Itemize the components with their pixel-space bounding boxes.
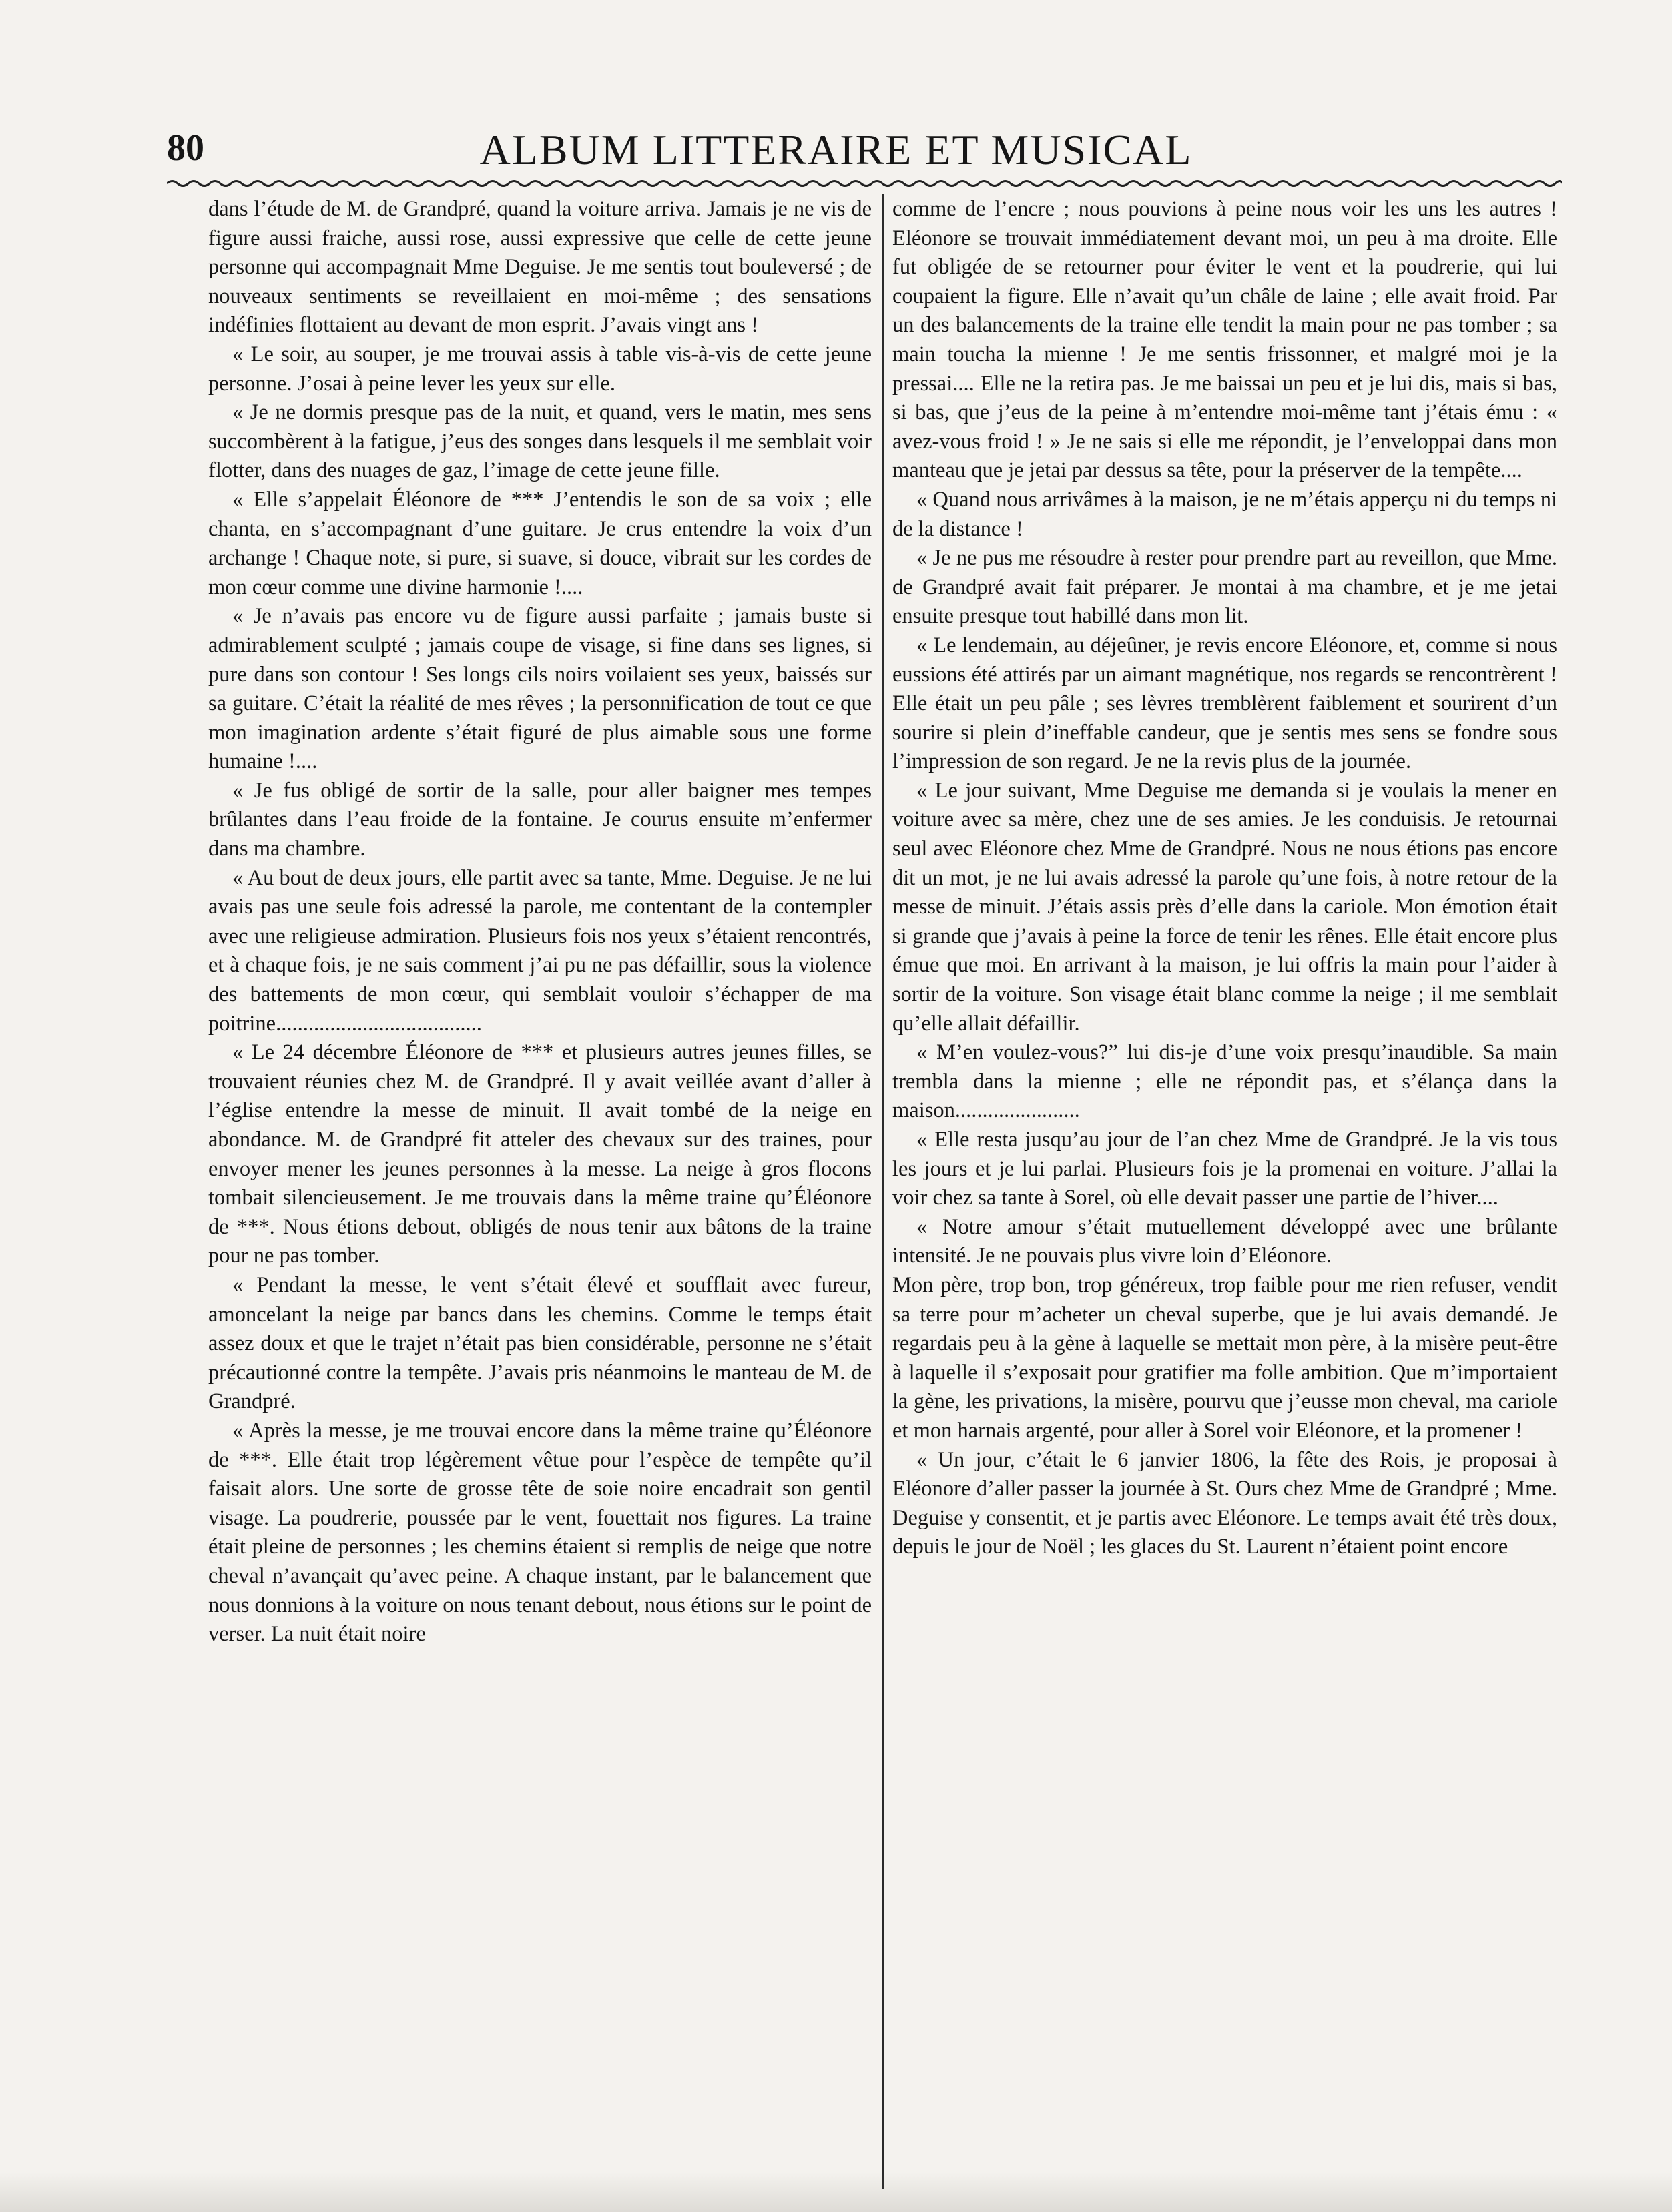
running-title: ALBUM LITTERAIRE ET MUSICAL bbox=[479, 126, 1193, 173]
page-number: 80 bbox=[167, 127, 204, 169]
paragraph: Mon père, trop bon, trop généreux, trop faible pour me rien refuser, vendit sa terre pour m’acheter un cheval superbe, que je lui avais demandé. Je regardais peu à la gène à laquelle se mettait mon père, à la misère peut-être à laquelle il s’exposait pour gratifier ma folle ambition. Que m’importaient la gène, les privations, la misère, pourvu que j’eusse mon cheval, ma cariole et mon harnais argenté, pour aller à Sorel voir Eléonore, et la promener ! bbox=[892, 1272, 1557, 1443]
page-edge-shadow bbox=[0, 2172, 1672, 2212]
paragraph: « Quand nous arrivâmes à la maison, je ne m’étais apperçu ni du temps ni de la distance ! bbox=[892, 487, 1557, 541]
paragraph: « Je n’avais pas encore vu de figure aussi parfaite ; jamais buste si admirablement sculpté ; jamais coupe de visage, si fine dans ses lignes, si pure dans son contour ! Ses longs cils noirs voilaient ses yeux, baissés sur sa guitare. C’était la réalité de mes rêves ; la personnification de tout ce que mon imagination ardente s’était figuré de plus aimable sous une forme humaine !.... bbox=[208, 604, 872, 774]
paragraph: « Un jour, c’était le 6 janvier 1806, la fête des Rois, je proposai à Eléonore d’aller passer la journée à St. Ours chez Mme de Grandpré ; Mme. Deguise y consentit, et je partis avec Eléonore. Le temps avait été très doux, depuis le jour de Noël ; les glaces du St. Laurent n’étaient point encore bbox=[892, 1447, 1557, 1559]
left-column bbox=[208, 195, 872, 2183]
paragraph: « Le lendemain, au déjeûner, je revis encore Eléonore, et, comme si nous eussions été attirés par un aimant magnétique, nos regards se rencontrèrent ! Elle était un peu pâle ; ses lèvres tremblèrent faiblement et sourirent d’un sourire si plein d’ineffable candeur, que je sentis mes sens se fondre sous l’impression de son regard. Je ne la revis plus de la journée. bbox=[892, 633, 1557, 774]
paragraph: « Le soir, au souper, je me trouvai assis à table vis-à-vis de cette jeune personne. J’osai à peine lever les yeux sur elle. bbox=[208, 342, 872, 396]
paragraph: « Je ne pus me résoudre à rester pour prendre part au reveillon, que Mme. de Grandpré avait fait préparer. Je montai à ma chambre, et je me jetai ensuite presque tout habillé dans mon lit. bbox=[892, 546, 1557, 629]
column-divider bbox=[882, 194, 884, 2189]
paragraph: comme de l’encre ; nous pouvions à peine nous voir les uns les autres ! Eléonore se trouvait immédiatement devant moi, un peu à ma droite. Elle fut obligée de se retourner pour éviter le vent et la poudrerie, qui lui coupaient la figure. Elle n’avait qu’un châle de laine ; elle avait froid. Par un des balancements de la traine elle tendit la main pour ne pas tomber ; sa main toucha la mienne ! Je me sentis frissonner, et malgré moi je la pressai.... Elle ne la retira pas. Je me baissai un peu et je lui dis, mais si bas, si bas, que j’eus de la peine à m’entendre moi-même tant j’étais ému : « avez-vous froid ! » Je ne sais si elle me répondit, je l’enveloppai dans mon manteau que je jetai par dessus sa tête, pour la préserver de la tempête.... bbox=[892, 197, 1557, 483]
paragraph: « Je fus obligé de sortir de la salle, pour aller baigner mes tempes brûlantes dans l’eau froide de la fontaine. Je courus ensuite m’enfermer dans ma chambre. bbox=[208, 778, 872, 861]
paragraph: « Elle resta jusqu’au jour de l’an chez Mme de Grandpré. Je la vis tous les jours et je lui parlai. Plusieurs fois je la promenai en voiture. J’allai la voir chez sa tante à Sorel, où elle devait passer une partie de l’hiver.... bbox=[892, 1128, 1557, 1210]
right-column bbox=[892, 195, 1557, 2183]
paragraph: « M’en voulez-vous?” lui dis-je d’une voix presqu’inaudible. Sa main trembla dans la mienne ; elle ne répondit pas, et s’élança dans la maison....................... bbox=[892, 1040, 1557, 1123]
paragraph: « Au bout de deux jours, elle partit avec sa tante, Mme. Deguise. Je ne lui avais pas une seule fois adressé la parole, me contentant de la contempler avec une religieuse admiration. Plusieurs fois nos yeux s’étaient rencontrés, et à chaque fois, je ne sais comment j’ai pu ne pas défaillir, sous la violence des battements de mon cœur, qui semblait vouloir s’échapper de ma poitrine...................................... bbox=[208, 865, 872, 1036]
header-wavy-rule bbox=[167, 179, 1562, 188]
paragraph: dans l’étude de M. de Grandpré, quand la voiture arriva. Jamais je ne vis de figure aussi fraiche, aussi rose, aussi expressive que celle de cette jeune personne qui accompagnait Mme Deguise. Je me sentis tout bouleversé ; de nouveaux sentiments se reveillaient en moi-même ; des sensations indéfinies flottaient au devant de mon esprit. J’avais vingt ans ! bbox=[208, 197, 872, 338]
paragraph: « Le jour suivant, Mme Deguise me demanda si je voulais la mener en voiture avec sa mère, chez une de ses amies. Je les conduisis. Je retournai seul avec Eléonore chez Mme de Grandpré. Nous ne nous étions pas encore dit un mot, je ne lui avais adressé la parole qu’une fois, à notre retour de la messe de minuit. J’étais assis près d’elle dans la cariole. Mon émotion était si grande que j’avais à peine la force de tenir les rênes. Elle était encore plus émue que moi. En arrivant à la maison, je lui offris la main pour l’aider à sortir de la voiture. Son visage était blanc comme la neige ; il me semblait qu’elle allait défaillir. bbox=[892, 778, 1557, 1036]
paragraph: « Elle s’appelait Éléonore de *** J’entendis le son de sa voix ; elle chanta, en s’accompagnant d’une guitare. Je crus entendre la voix d’un archange ! Chaque note, si pure, si suave, si douce, vibrait sur les cordes de mon cœur comme une divine harmonie !.... bbox=[208, 487, 872, 599]
paragraph: « Notre amour s’était mutuellement développé avec une brûlante intensité. Je ne pouvais plus vivre loin d’Eléonore. bbox=[892, 1214, 1557, 1268]
paragraph: « Pendant la messe, le vent s’était élevé et soufflait avec fureur, amoncelant la neige par bancs dans les chemins. Comme le temps était assez doux et que le trajet n’était pas bien considérable, personne ne s’était précautionné contre la tempête. J’avais pris néanmoins le manteau de M. de Grandpré. bbox=[208, 1272, 872, 1414]
paragraph: « Je ne dormis presque pas de la nuit, et quand, vers le matin, mes sens succombèrent à la fatigue, j’eus des songes dans lesquels il me semblait voir flotter, dans des nuages de gaz, l’image de cette jeune fille. bbox=[208, 400, 872, 483]
paragraph: « Le 24 décembre Éléonore de *** et plusieurs autres jeunes filles, se trouvaient réunies chez M. de Grandpré. Il y avait veillée avant d’aller à l’église entendre la messe de minuit. Il avait tombé de la neige en abondance. M. de Grandpré fit atteler des chevaux sur des traines, pour envoyer mener les jeunes personnes à la messe. La neige à gros flocons tombait silencieusement. Je me trouvais dans la même traine qu’Éléonore de ***. Nous étions debout, obligés de nous tenir aux bâtons de la traine pour ne pas tomber. bbox=[208, 1040, 872, 1268]
paragraph: « Après la messe, je me trouvai encore dans la même traine qu’Éléonore de ***. Elle était trop légèrement vêtue pour l’espèce de tempête qu’il faisait alors. Une sorte de grosse tête de soie noire encadrait son gentil visage. La poudrerie, poussée par le vent, fouettait nos figures. La traine était pleine de personnes ; les chemins étaient si remplis de neige que notre cheval n’avançait qu’avec peine. A chaque instant, par le balancement que nous donnions à la voiture on nous tenant debout, nous étions sur le point de verser. La nuit était noire bbox=[208, 1418, 872, 1647]
